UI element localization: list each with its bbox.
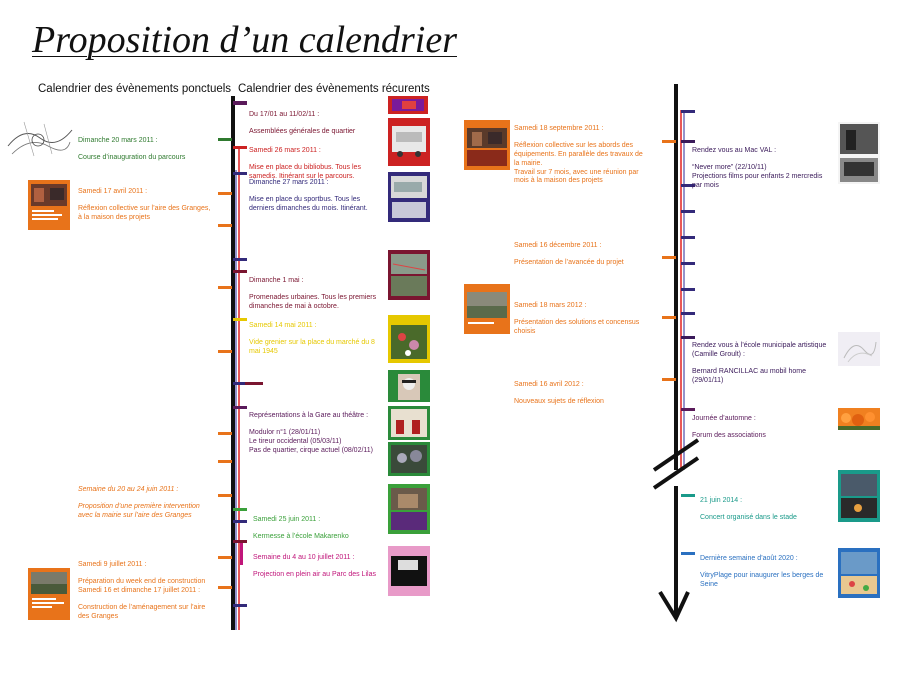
event-date: Samedi 26 mars 2011 : (249, 146, 321, 154)
vide-grenier-thumbnail (388, 315, 430, 363)
event-text: Construction de l’aménagement sur l’aire des Granges (78, 604, 206, 620)
event-date: Semaine du 4 au 10 juillet 2011 : (253, 553, 355, 561)
event-text: Projection en plein air au Parc des Lilas (253, 571, 376, 579)
event-text: Réflexion collective sur les abords des équipements. En parallèle des travaux de la mairie. Travail sur 7 mois, avec une réunion par mois à la maison des projets (514, 142, 643, 185)
event-date: Du 17/01 au 11/02/11 : (249, 110, 320, 118)
tick (681, 552, 695, 555)
tick (233, 146, 247, 149)
tick (681, 262, 695, 265)
theatre-thumbnail (388, 406, 430, 440)
tick (681, 494, 695, 497)
photo-thumbnail (464, 284, 510, 334)
event-date: Dimanche 20 mars 2011 : (78, 136, 158, 144)
bibliobus-thumbnail (388, 118, 430, 166)
event-date: Représentations à la Gare au théâtre : (249, 411, 369, 419)
event-right-1 (692, 138, 830, 199)
event-middle-3 (514, 293, 654, 346)
tick (218, 286, 232, 289)
tick (233, 508, 247, 511)
tick (233, 406, 247, 409)
cirque-thumbnail (388, 442, 430, 476)
event-text: Concert organisé dans le stade (700, 514, 797, 522)
tick (681, 110, 695, 113)
event-text: Modulor n°1 (28/01/11) Le tireur occidental (05/03/11) Pas de quartier, cirque actuel (08/02/11) (249, 429, 374, 454)
event-ponctuel-1 (78, 128, 218, 172)
event-recurent-3 (249, 170, 377, 223)
tick (662, 256, 676, 259)
photo-thumbnail (28, 568, 70, 620)
event-middle-2 (514, 233, 654, 277)
event-text: Promenades urbaines. Tous les premiers dimanches de mai à octobre. (249, 294, 377, 310)
event-date: Samedi 16 et dimanche 17 juillet 2011 : (78, 586, 201, 594)
event-text: Mise en place du sportbus. Tous les derniers dimanches du mois. Itinérant. (249, 196, 368, 212)
event-date: Samedi 17 avril 2011 : (78, 187, 148, 195)
event-date: Semaine du 20 au 24 juin 2011 : (78, 485, 179, 493)
event-date: Samedi 9 juillet 2011 : (78, 560, 147, 568)
tick (681, 288, 695, 291)
tick (662, 316, 676, 319)
tick (233, 382, 245, 385)
event-text: Réflexion collective sur l’aire des Granges, à la maison des projets (78, 205, 211, 221)
event-right-5 (700, 546, 830, 599)
tick (662, 378, 676, 381)
event-text: Proposition d’une première intervention avec la mairie sur l’aire des Granges (78, 503, 200, 519)
event-right-2 (692, 333, 832, 394)
tick (218, 432, 232, 435)
event-text: Nouveaux sujets de réflexion (514, 398, 604, 406)
tick (681, 312, 695, 315)
event-recurent-6 (249, 403, 385, 464)
event-text: VitryPlage pour inaugurer les berges de Seine (700, 572, 824, 588)
event-ponctuel-5 (78, 578, 216, 631)
event-text: Présentation des solutions et concensus choisis (514, 319, 640, 335)
tick (218, 224, 232, 227)
kermesse-thumbnail (388, 484, 430, 534)
tick (681, 236, 695, 239)
event-date: Rendez vous à l’école municipale artistique (Camille Groult) : (692, 341, 827, 358)
tick (218, 138, 232, 141)
event-text: Préparation du week end de construction (78, 578, 206, 586)
event-date: Dernière semaine d’août 2020 : (700, 554, 798, 562)
event-text: Assemblées générales de quartier (249, 128, 356, 136)
event-text: Présentation de l’avancée du projet (514, 259, 624, 267)
event-right-3 (692, 406, 832, 450)
bw-photo-thumbnail (838, 122, 880, 184)
tick (218, 460, 232, 463)
photo-thumbnail (388, 96, 428, 114)
event-date: Dimanche 1 mai : (249, 276, 304, 284)
event-date: Dimanche 27 mars 2011 : (249, 178, 329, 186)
tick (662, 140, 676, 143)
event-recurent-5 (249, 313, 377, 366)
event-date: Samedi 16 avril 2012 : (514, 380, 584, 388)
tick (218, 494, 232, 497)
tick (218, 350, 232, 353)
drawing-thumbnail (838, 332, 880, 366)
photo-thumbnail (28, 180, 70, 230)
event-date: Samedi 18 septembre 2011 : (514, 124, 604, 132)
vitryplage-thumbnail (838, 548, 880, 598)
event-text: “Never more” (22/10/11) Projections films pour enfants 2 mercredis par mois (692, 164, 823, 189)
event-text: Bernard RANCILLAC au mobil home (29/01/11) (692, 368, 806, 384)
tick (233, 258, 247, 261)
event-date: Rendez vous au Mac VAL : (692, 146, 777, 154)
event-date: Samedi 25 juin 2011 : (253, 515, 321, 523)
event-text: Vide grenier sur la place du marché du 8 mai 1945 (249, 339, 375, 355)
sketch-thumbnail (4, 116, 74, 160)
concert-thumbnail (838, 470, 880, 522)
tick (233, 604, 247, 607)
event-middle-1 (514, 116, 650, 195)
page-title: Proposition d’un calendrier (32, 19, 457, 61)
tick (218, 586, 232, 589)
event-date: Samedi 16 décembre 2011 : (514, 241, 602, 249)
event-right-4 (700, 488, 830, 532)
event-text: Course d’inauguration du parcours (78, 154, 186, 162)
tick (233, 540, 247, 543)
tick (233, 318, 247, 321)
sportbus-thumbnail (388, 172, 430, 222)
tick (681, 210, 695, 213)
event-text: Forum des associations (692, 432, 766, 440)
heading-ponctuels: Calendrier des évènements ponctuels (38, 83, 232, 95)
event-ponctuel-2 (78, 179, 214, 232)
tick (233, 270, 247, 273)
photo-thumbnail (464, 120, 510, 170)
event-date: Journée d’automne : (692, 414, 756, 422)
event-date: 21 juin 2014 : (700, 496, 743, 504)
projection-thumbnail (388, 546, 430, 596)
event-text: Kermesse à l’école Makarenko (253, 533, 349, 541)
tick (233, 172, 247, 175)
event-date: Samedi 18 mars 2012 : (514, 301, 587, 309)
portrait-thumbnail (388, 370, 430, 402)
event-middle-4 (514, 372, 654, 416)
tick (240, 543, 243, 565)
tick (233, 101, 247, 105)
event-text: Mise en place du bibliobus. Tous les samedis. Itinérant sur le parcours. (249, 164, 361, 180)
event-ponctuel-3 (78, 477, 216, 530)
promenade-thumbnail (388, 250, 430, 300)
tick (233, 520, 247, 523)
flowers-thumbnail (838, 408, 880, 430)
event-date: Samedi 14 mai 2011 : (249, 321, 317, 329)
tick (218, 556, 232, 559)
tick (218, 192, 232, 195)
event-recurent-8 (253, 545, 383, 589)
right-ticks (662, 110, 695, 555)
heading-recurents: Calendrier des évènements récurents (238, 83, 430, 95)
